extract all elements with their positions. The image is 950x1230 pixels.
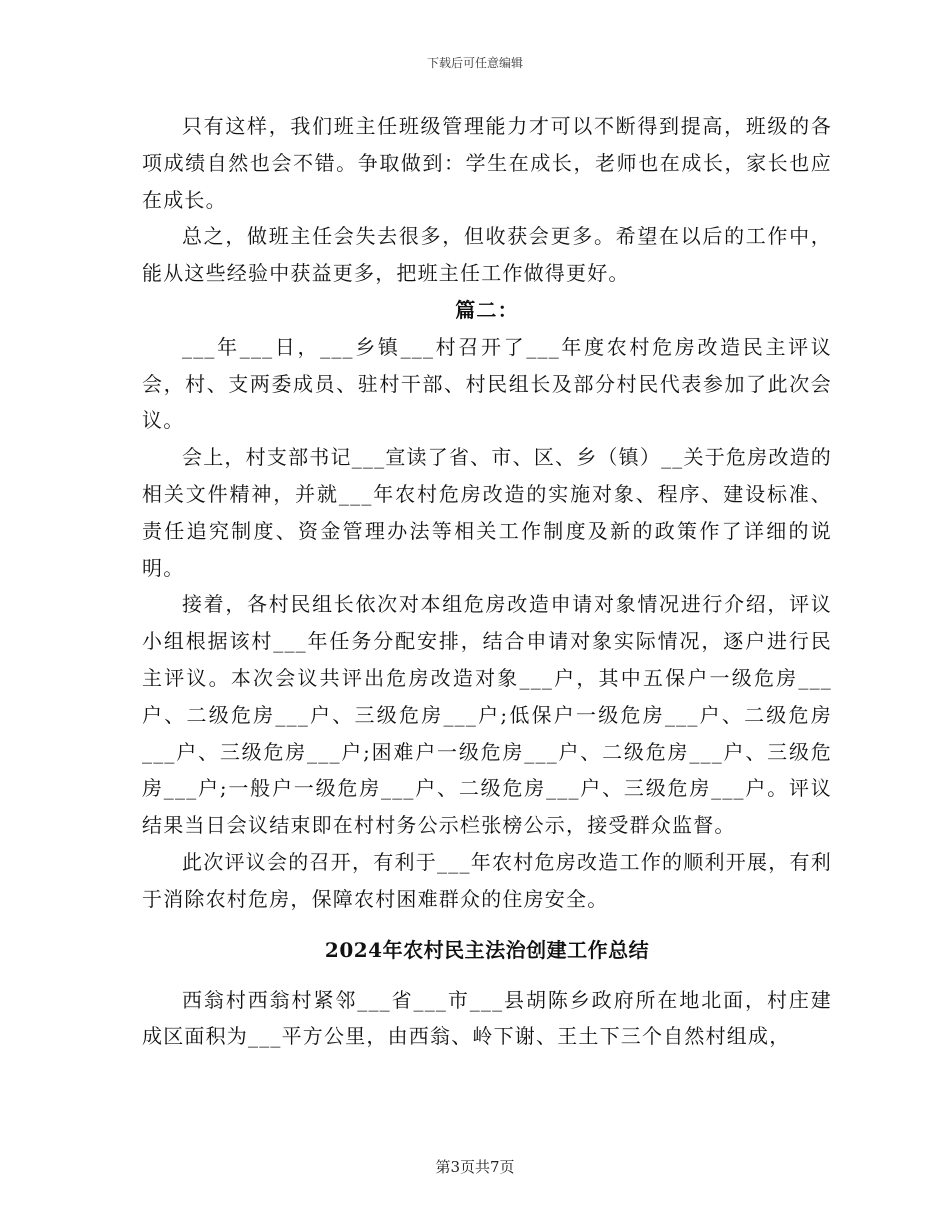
paragraph: 总之，做班主任会失去很多，但收获会更多。希望在以后的工作中，能从这些经验中获益更多，把班主任工作做得更好。	[142, 224, 832, 286]
page-footer: 第3页共7页	[435, 1158, 515, 1176]
paragraph: 此次评议会的召开，有利于___年农村危房改造工作的顺利开展，有利于消除农村危房，保障农村困难群众的住房安全。	[142, 849, 832, 911]
page-header: 下载后可任意编辑	[426, 56, 523, 70]
document-body	[142, 108, 832, 1055]
document-title: 2024年农村民主法治创建工作总结	[324, 937, 650, 962]
paragraph: 只有这样，我们班主任班级管理能力才可以不断得到提高，班级的各项成绩自然也会不错。争取做到：学生在成长，老师也在成长，家长也应在成长。	[142, 114, 832, 212]
paragraph: ___年___日，___乡镇___村召开了___年度农村危房改造民主评议会，村、支两委成员、驻村干部、村民组长及部分村民代表参加了此次会议。	[142, 334, 832, 433]
paragraph: 会上，村支部书记___宣读了省、市、区、乡（镇）__关于危房改造的相关文件精神，并就___年农村危房改造的实施对象、程序、建设标准、责任追究制度、资金管理办法等相关工作制度及新的政策作了详细的说明。	[142, 445, 832, 580]
paragraph: 西翁村西翁村紧邻___省___市___县胡陈乡政府所在地北面，村庄建成区面积为___平方公里，由西翁、岭下谢、王土下三个自然村组成，	[142, 987, 832, 1049]
paragraph: 接着，各村民组长依次对本组危房改造申请对象情况进行介绍，评议小组根据该村___年任务分配安排，结合申请对象实际情况，逐户进行民主评议。本次会议共评出危房改造对象___户，其中五保户一级危房___户、二级危房___户、三级危房___户;低保户一级危房___户、二级危房___户、三级危房___户;困难户一级危房___户、二级危房___户、三级危房___户;一般户一级危房___户、二级危房___户、三级危房___户。评议结果当日会议结束即在村村务公示栏张榜公示，接受群众监督。	[142, 592, 832, 838]
section-heading: 篇二：	[455, 297, 519, 322]
